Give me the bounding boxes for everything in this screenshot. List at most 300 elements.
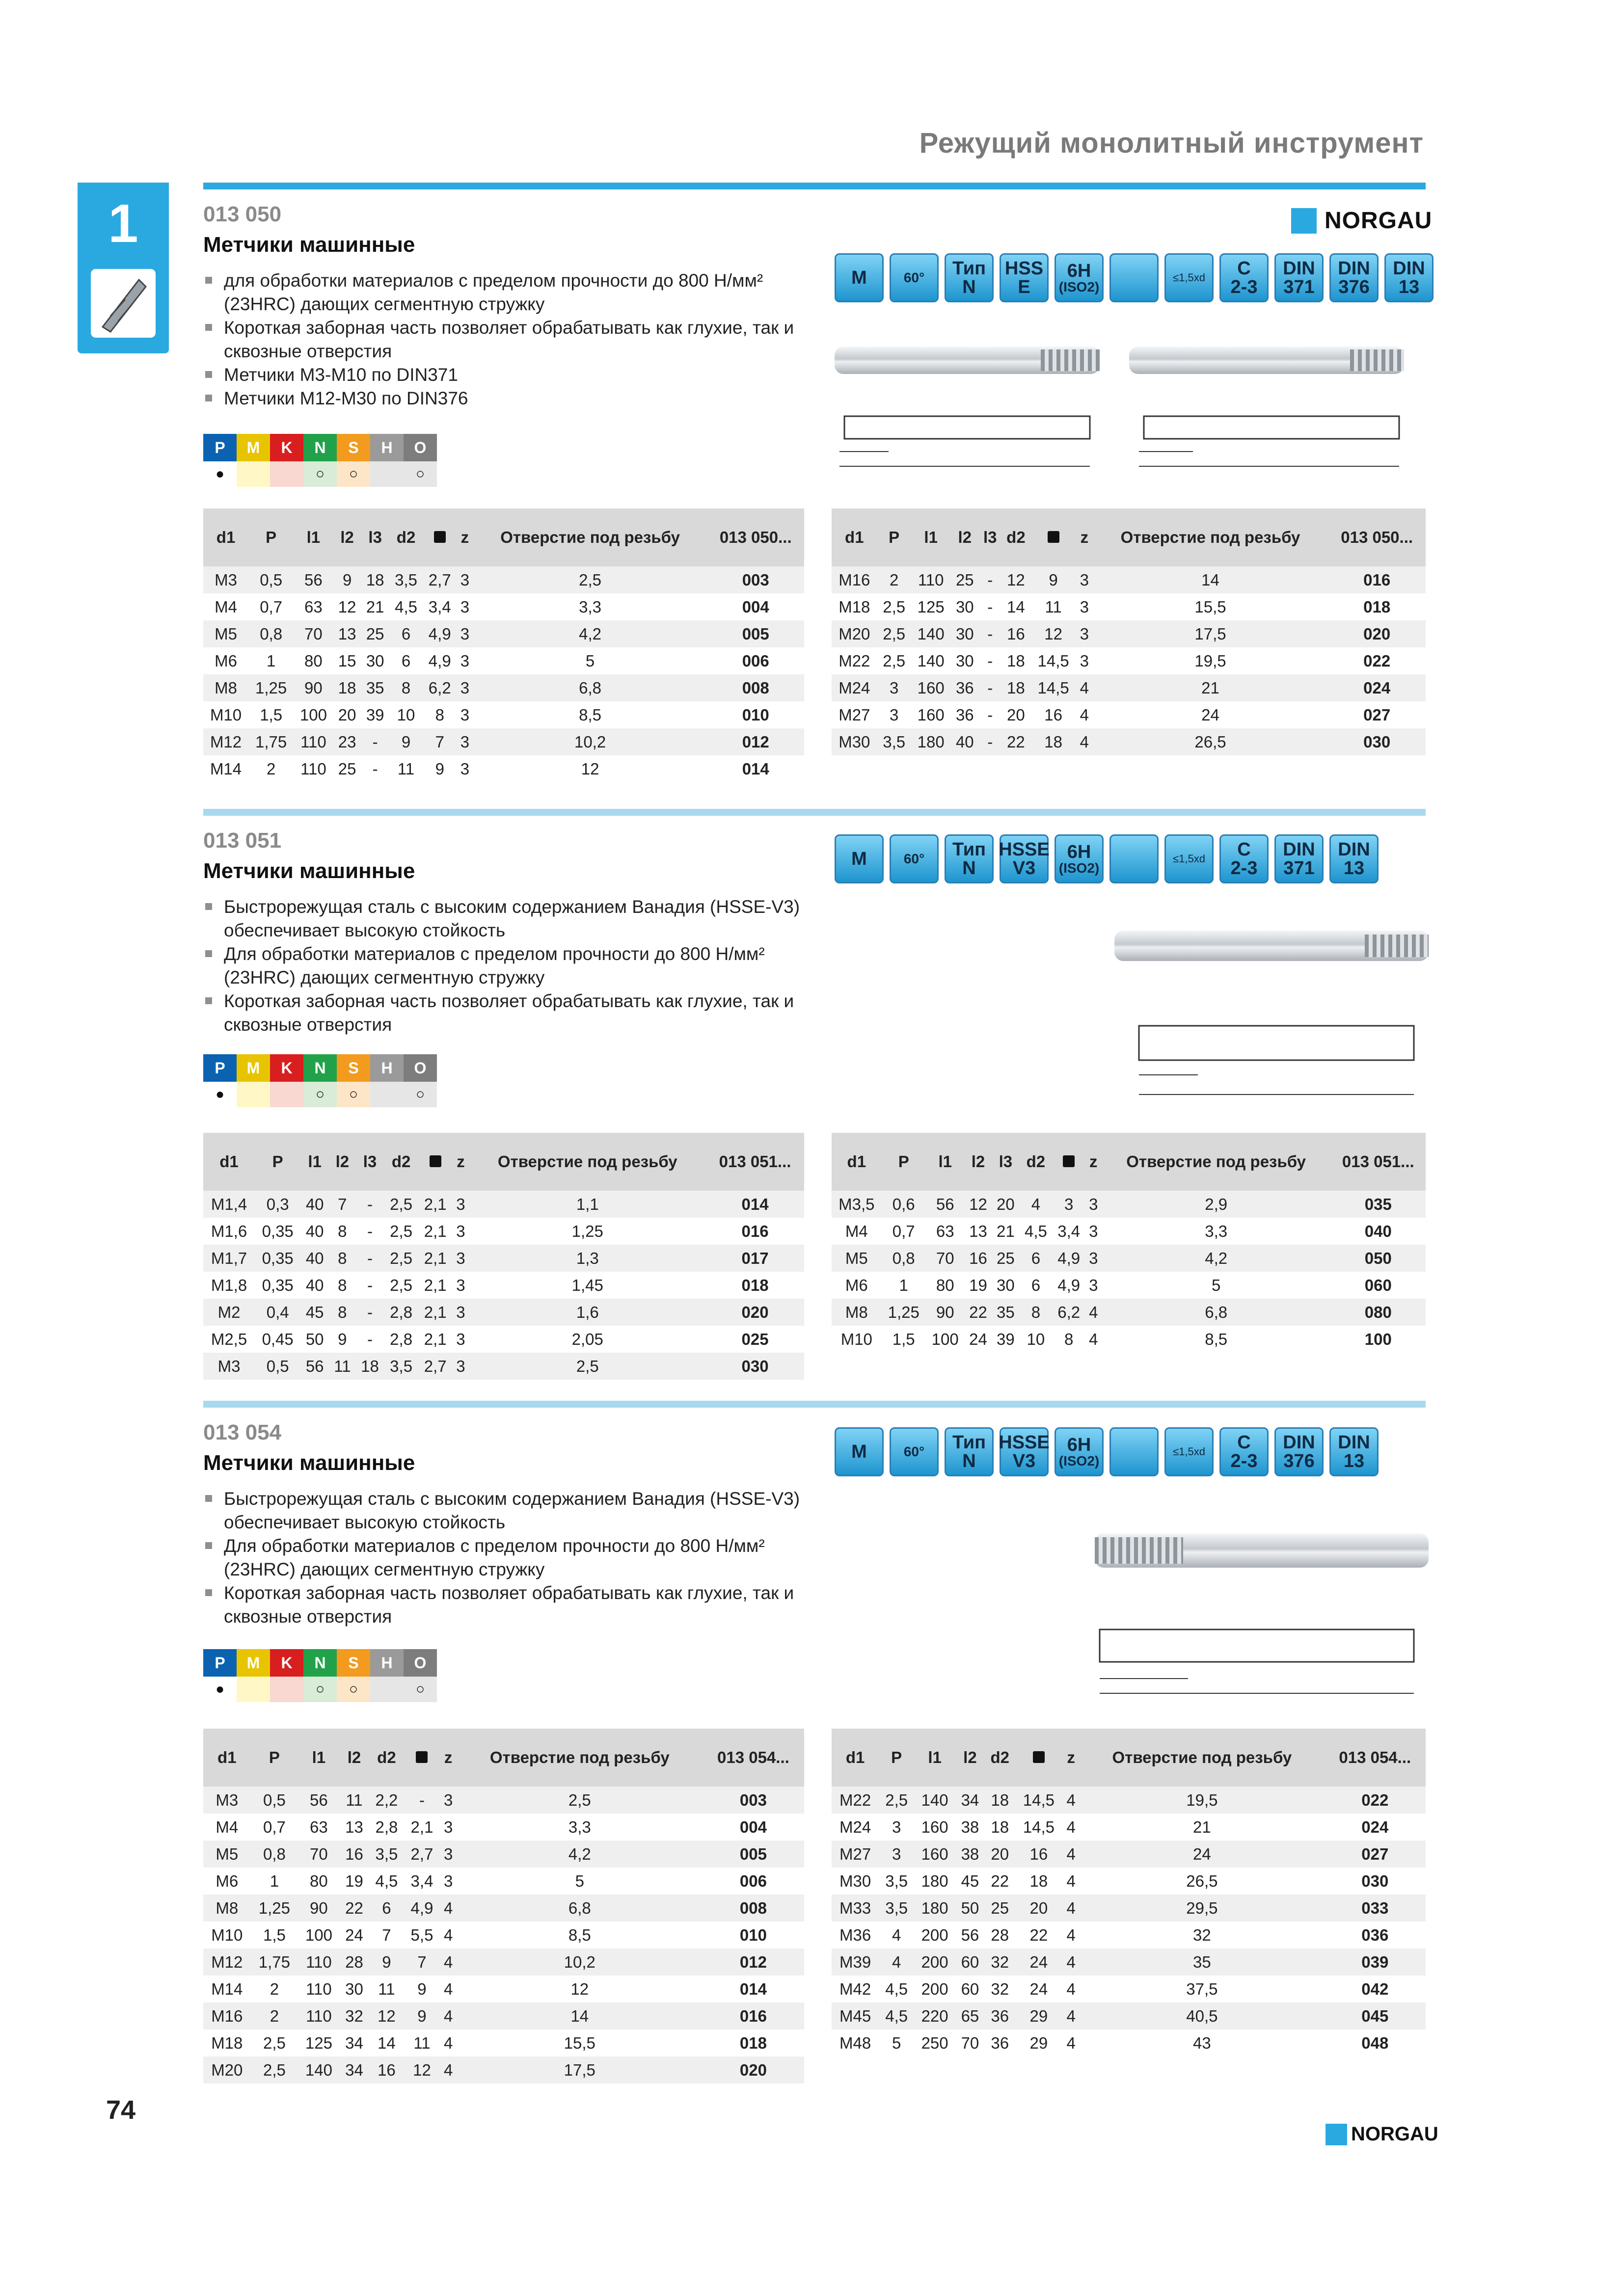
table-cell: M24 bbox=[839, 1817, 871, 1836]
table-cell: 110 bbox=[911, 566, 951, 593]
table-cell: 6 bbox=[389, 620, 423, 647]
table-cell: 80 bbox=[936, 1276, 954, 1294]
table-cell: M24 bbox=[832, 674, 877, 701]
table-cell: 1,1 bbox=[469, 1191, 706, 1218]
material-K: K bbox=[270, 434, 303, 461]
spec-icon bbox=[1274, 1427, 1324, 1476]
table-cell: 2,9 bbox=[1102, 1191, 1331, 1218]
table-cell: 1,25 bbox=[251, 1895, 298, 1922]
col-header-l1: l1 bbox=[300, 1133, 329, 1191]
table-cell: 25 bbox=[361, 620, 389, 647]
table-cell: M42 bbox=[839, 1979, 871, 1998]
table-cell: 21 bbox=[1193, 1817, 1211, 1836]
table-cell: 19 bbox=[345, 1871, 363, 1890]
table-row bbox=[203, 647, 804, 674]
table-cell: 3 bbox=[456, 1222, 465, 1240]
col-header-code: 013 050... bbox=[707, 508, 804, 566]
table-cell: M6 bbox=[845, 1276, 868, 1294]
col-header-hole: Отверстие под резьбу bbox=[1080, 1729, 1324, 1787]
table-cell: 3 bbox=[460, 759, 470, 778]
section-1-table-right bbox=[832, 508, 1426, 755]
table-cell: 40 bbox=[300, 1245, 329, 1272]
bullet: для обработки материалов с пределом прочности до 800 Н/мм² (23HRC) дающих сегментную стружку bbox=[203, 269, 817, 316]
section-rule bbox=[203, 1401, 1426, 1408]
table-cell: 3 bbox=[877, 674, 911, 701]
table-cell: 2,5 bbox=[883, 597, 906, 616]
table-cell: M30 bbox=[832, 728, 877, 755]
table-cell: 100 bbox=[299, 705, 327, 724]
spec-icon bbox=[1000, 253, 1049, 302]
article-code-cell: 025 bbox=[741, 1330, 769, 1348]
table-row bbox=[832, 701, 1426, 728]
table-cell: - bbox=[356, 1299, 384, 1326]
table-cell: 3 bbox=[1085, 1245, 1102, 1272]
table-cell: 10 bbox=[1027, 1330, 1045, 1348]
col-header-l2: l2 bbox=[329, 1133, 356, 1191]
table-cell: 12 bbox=[1001, 566, 1031, 593]
page-number: 74 bbox=[106, 2095, 136, 2125]
table-cell: 35 bbox=[992, 1299, 1019, 1326]
table-cell: M1,6 bbox=[211, 1222, 247, 1240]
table-cell: 70 bbox=[298, 1841, 339, 1868]
table-cell: M8 bbox=[832, 1299, 882, 1326]
spec-icon-sublabel: E bbox=[1018, 277, 1030, 297]
col-header-l2: l2 bbox=[951, 508, 979, 566]
table-cell: 140 bbox=[917, 651, 945, 670]
table-cell: 2,2 bbox=[369, 1787, 404, 1814]
table-cell: M4 bbox=[216, 1817, 239, 1836]
table-cell: 11 bbox=[329, 1353, 356, 1380]
article-code-cell: 020 bbox=[1328, 620, 1426, 647]
bullet: Метчики М12-М30 по DIN376 bbox=[203, 387, 817, 410]
square-shank-icon bbox=[418, 1133, 453, 1191]
table-cell: 2,1 bbox=[418, 1245, 453, 1272]
table-cell: 0,35 bbox=[255, 1245, 300, 1272]
table-cell: 3 bbox=[452, 1299, 469, 1326]
table-cell: 70 bbox=[926, 1245, 965, 1272]
table-row bbox=[203, 2056, 804, 2083]
table-cell: 220 bbox=[914, 2002, 955, 2029]
section-3-material-grid bbox=[203, 1649, 437, 1702]
spec-icon-label: M bbox=[851, 849, 867, 869]
table-cell: 24 bbox=[1029, 1979, 1048, 1998]
spec-icon-label: M bbox=[851, 267, 867, 288]
table-cell: 6 bbox=[1031, 1276, 1041, 1294]
table-cell: 38 bbox=[955, 1841, 985, 1868]
section-1-bullets bbox=[203, 269, 817, 410]
drill-icon bbox=[91, 269, 156, 338]
section-2-material-grid bbox=[203, 1054, 437, 1107]
table-row bbox=[203, 593, 804, 620]
article-code-cell: 020 bbox=[706, 1299, 804, 1326]
table-row bbox=[832, 2002, 1426, 2029]
table-cell: 8 bbox=[1019, 1299, 1052, 1326]
spec-icon-label: DIN bbox=[1283, 258, 1315, 279]
material-mark-S: ○ bbox=[337, 1082, 370, 1107]
table-cell: 22 bbox=[340, 1895, 369, 1922]
material-mark-H bbox=[370, 1677, 404, 1702]
square-shank-icon bbox=[1030, 508, 1076, 566]
table-cell: 3,4 bbox=[1057, 1222, 1081, 1240]
table-cell: 2,5 bbox=[879, 1787, 914, 1814]
table-cell: 3 bbox=[460, 705, 470, 724]
table-cell: 8 bbox=[338, 1222, 347, 1240]
col-header-d2: d2 bbox=[369, 1729, 404, 1787]
col-header-hole: Отверстие под резьбу bbox=[473, 508, 707, 566]
table-cell: 4 bbox=[1062, 1949, 1080, 1976]
table-cell: 110 bbox=[306, 1979, 332, 1998]
table-cell: 32 bbox=[991, 1979, 1009, 1998]
section-1-table-left bbox=[203, 508, 804, 782]
table-cell: 32 bbox=[340, 2002, 369, 2029]
table-cell: 3 bbox=[440, 1787, 457, 1814]
article-code-cell: 010 bbox=[742, 705, 769, 724]
material-mark-K bbox=[270, 1082, 303, 1107]
material-M: M bbox=[237, 1649, 270, 1677]
table-cell: 4 bbox=[1089, 1330, 1098, 1348]
table-cell: 1 bbox=[266, 651, 276, 670]
table-cell: 24 bbox=[1080, 1841, 1324, 1868]
table-row bbox=[832, 1814, 1426, 1841]
table-cell: 1,5 bbox=[892, 1330, 915, 1348]
article-code-cell: 039 bbox=[1325, 1949, 1426, 1976]
table-cell: 22 bbox=[1001, 728, 1031, 755]
table-cell: 1,6 bbox=[469, 1299, 706, 1326]
table-cell: 1,25 bbox=[248, 674, 294, 701]
table-cell: 15,5 bbox=[1194, 597, 1226, 616]
table-cell: 160 bbox=[911, 674, 951, 701]
table-cell: M3 bbox=[203, 1787, 251, 1814]
table-cell: 16 bbox=[1001, 620, 1031, 647]
table-cell: 30 bbox=[955, 597, 974, 616]
article-code-cell: 018 bbox=[1363, 597, 1391, 616]
spec-icon bbox=[835, 1427, 884, 1476]
table-cell: 34 bbox=[955, 1787, 985, 1814]
article-code-cell: 030 bbox=[1361, 1871, 1389, 1890]
table-cell: 2,5 bbox=[390, 1276, 413, 1294]
table-cell: 8 bbox=[435, 705, 444, 724]
article-code-cell: 005 bbox=[703, 1841, 804, 1868]
table-cell: M14 bbox=[210, 759, 242, 778]
col-header-l2: l2 bbox=[340, 1729, 369, 1787]
table-cell: M16 bbox=[203, 2002, 251, 2029]
spec-icon bbox=[835, 834, 884, 883]
table-cell: 30 bbox=[951, 620, 979, 647]
table-cell: 110 bbox=[298, 1949, 339, 1976]
col-header-l2: l2 bbox=[333, 508, 361, 566]
table-cell: 3 bbox=[457, 620, 473, 647]
section-2-table-left bbox=[203, 1133, 804, 1380]
col-header-hole: Отверстие под резьбу bbox=[1102, 1133, 1331, 1191]
table-cell: 4 bbox=[440, 2056, 457, 2083]
table-cell: 10,2 bbox=[457, 1949, 703, 1976]
table-cell: 12 bbox=[404, 2056, 439, 2083]
table-cell: 1,5 bbox=[260, 705, 283, 724]
table-cell: - bbox=[979, 566, 1001, 593]
table-cell: 2,5 bbox=[877, 620, 911, 647]
spec-icon-label: DIN bbox=[1283, 839, 1315, 860]
table-cell: M20 bbox=[203, 2056, 251, 2083]
table-cell: 17,5 bbox=[1093, 620, 1328, 647]
spec-icon bbox=[945, 253, 994, 302]
table-cell: 3 bbox=[1080, 597, 1089, 616]
table-cell: 3,5 bbox=[877, 728, 911, 755]
table-cell: 4,5 bbox=[885, 1979, 908, 1998]
table-cell: 2,5 bbox=[469, 1353, 706, 1380]
table-cell: 18 bbox=[1030, 728, 1076, 755]
table-cell: 29 bbox=[1029, 2033, 1048, 2052]
table-cell: 4 bbox=[1066, 1871, 1076, 1890]
table-cell: 14,5 bbox=[1015, 1787, 1062, 1814]
spec-icon bbox=[890, 834, 939, 883]
table-cell: 12 bbox=[338, 597, 356, 616]
table-cell: 4,5 bbox=[1024, 1222, 1047, 1240]
table-cell: 70 bbox=[294, 620, 333, 647]
table-row bbox=[203, 2002, 804, 2029]
table-cell: 4,2 bbox=[457, 1841, 703, 1868]
article-code-cell: 022 bbox=[1363, 651, 1391, 670]
spec-icon bbox=[945, 834, 994, 883]
material-mark-N: ○ bbox=[303, 1082, 337, 1107]
spec-icon bbox=[1109, 1427, 1159, 1476]
material-H: H bbox=[370, 1649, 404, 1677]
table-cell: 8 bbox=[1064, 1330, 1074, 1348]
tap-photo bbox=[1095, 1533, 1429, 1568]
col-header-code: 013 054... bbox=[703, 1729, 804, 1787]
chapter-number: 1 bbox=[108, 193, 138, 254]
col-header-d1: d1 bbox=[832, 508, 877, 566]
table-cell: 100 bbox=[931, 1330, 959, 1348]
spec-icon-label: DIN bbox=[1283, 1432, 1315, 1453]
table-cell: 0,8 bbox=[882, 1245, 926, 1272]
table-cell: M5 bbox=[832, 1245, 882, 1272]
table-cell: 3,5 bbox=[384, 1353, 418, 1380]
table-cell: 8 bbox=[338, 1276, 347, 1294]
material-mark-P: ● bbox=[203, 461, 237, 487]
table-cell: 3 bbox=[456, 1330, 465, 1348]
spec-icon bbox=[1000, 1427, 1049, 1476]
table-cell: 12 bbox=[965, 1191, 992, 1218]
table-cell: 60 bbox=[955, 1949, 985, 1976]
article-code-cell: 012 bbox=[703, 1949, 804, 1976]
table-cell: 35 bbox=[1080, 1949, 1324, 1976]
table-cell: 2,5 bbox=[384, 1191, 418, 1218]
table-cell: 18 bbox=[1001, 674, 1031, 701]
spec-icon-label: 60° bbox=[903, 270, 925, 285]
article-code-cell: 017 bbox=[706, 1245, 804, 1272]
table-cell: 1,75 bbox=[248, 728, 294, 755]
table-cell: 11 bbox=[378, 1979, 395, 1998]
bullet: Для обработки материалов с пределом прочности до 800 Н/мм² (23HRC) дающих сегментную стружку bbox=[203, 1534, 817, 1581]
material-S: S bbox=[337, 434, 370, 461]
col-header-z: z bbox=[1076, 508, 1093, 566]
table-cell: M36 bbox=[839, 1925, 871, 1944]
table-cell: M2,5 bbox=[211, 1330, 247, 1348]
table-cell: 0,7 bbox=[892, 1222, 915, 1240]
col-header-l1: l1 bbox=[294, 508, 333, 566]
table-cell: M10 bbox=[210, 705, 242, 724]
spec-icon-label: 6H bbox=[1067, 261, 1091, 281]
table-cell: 4 bbox=[443, 1979, 453, 1998]
table-cell: 2,5 bbox=[473, 566, 707, 593]
table-cell: 125 bbox=[917, 597, 945, 616]
table-cell: 24 bbox=[1201, 705, 1219, 724]
article-code-cell: 006 bbox=[739, 1871, 767, 1890]
table-cell: 3,3 bbox=[568, 1817, 591, 1836]
table-cell: 10,2 bbox=[473, 728, 707, 755]
table-cell: M3,5 bbox=[832, 1191, 882, 1218]
table-cell: 4 bbox=[440, 1895, 457, 1922]
material-mark-O: ○ bbox=[404, 1082, 437, 1107]
table-row bbox=[203, 1949, 804, 1976]
spec-icon-label: 6H bbox=[1067, 1435, 1091, 1455]
table-cell: 6,2 bbox=[1053, 1299, 1085, 1326]
spec-icon bbox=[1329, 1427, 1379, 1476]
table-cell: 3 bbox=[892, 1817, 901, 1836]
table-cell: - bbox=[367, 1222, 373, 1240]
section-1-code: 013 050 bbox=[203, 202, 282, 226]
table-cell: 4,9 bbox=[423, 620, 457, 647]
table-header-row bbox=[832, 508, 1426, 566]
table-cell: 32 bbox=[985, 1949, 1015, 1976]
table-cell: 11 bbox=[1045, 597, 1062, 616]
table-row bbox=[832, 1245, 1426, 1272]
table-cell: 14 bbox=[1007, 597, 1025, 616]
table-cell: M1,4 bbox=[203, 1191, 255, 1218]
table-cell: 24 bbox=[1015, 1949, 1062, 1976]
table-cell: - bbox=[979, 728, 1001, 755]
table-cell: 5 bbox=[585, 651, 595, 670]
section-1-title: Метчики машинные bbox=[203, 233, 415, 257]
table-row bbox=[203, 1787, 804, 1814]
table-cell: 0,3 bbox=[255, 1191, 300, 1218]
material-mark-H bbox=[370, 1082, 404, 1107]
table-cell: 4,9 bbox=[1053, 1245, 1085, 1272]
table-row bbox=[832, 620, 1426, 647]
table-cell: M4 bbox=[845, 1222, 868, 1240]
table-cell: 50 bbox=[955, 1895, 985, 1922]
col-header-d1: d1 bbox=[832, 1729, 879, 1787]
table-cell: M2 bbox=[203, 1299, 255, 1326]
table-row bbox=[203, 674, 804, 701]
table-cell: 26,5 bbox=[1186, 1871, 1218, 1890]
table-cell: 160 bbox=[914, 1841, 955, 1868]
table-cell: 6 bbox=[369, 1895, 404, 1922]
table-cell: 2,8 bbox=[375, 1817, 398, 1836]
section-3-bullets bbox=[203, 1487, 817, 1629]
article-code-cell: 036 bbox=[1361, 1925, 1389, 1944]
table-cell: 2,7 bbox=[423, 566, 457, 593]
col-header-l2: l2 bbox=[965, 1133, 992, 1191]
table-cell: 7 bbox=[382, 1925, 391, 1944]
spec-icon-label: DIN bbox=[1338, 1432, 1370, 1453]
section-2-icon-row bbox=[835, 834, 1379, 883]
col-header-d2: d2 bbox=[384, 1133, 418, 1191]
table-cell: 2,5 bbox=[390, 1222, 413, 1240]
table-cell: 50 bbox=[305, 1330, 324, 1348]
table-cell: 3 bbox=[457, 566, 473, 593]
article-code-cell: 024 bbox=[1328, 674, 1426, 701]
table-cell: 19,5 bbox=[1080, 1787, 1324, 1814]
table-cell: 4,2 bbox=[1102, 1245, 1331, 1272]
table-cell: 200 bbox=[921, 1925, 948, 1944]
table-cell: 1 bbox=[899, 1276, 908, 1294]
table-cell: 8,5 bbox=[1205, 1330, 1228, 1348]
table-cell: 16 bbox=[369, 2056, 404, 2083]
spec-icon bbox=[1055, 253, 1104, 302]
table-cell: - bbox=[367, 1330, 373, 1348]
table-cell: - bbox=[987, 597, 993, 616]
spec-icon-label: ≤1,5xd bbox=[1173, 1445, 1205, 1458]
spec-icon-sublabel: 13 bbox=[1343, 1451, 1365, 1471]
table-cell: 2,8 bbox=[384, 1299, 418, 1326]
spec-icon bbox=[1055, 1427, 1104, 1476]
spec-icon-sublabel: (ISO2) bbox=[1058, 860, 1100, 876]
table-cell: 8,5 bbox=[579, 705, 602, 724]
table-row bbox=[203, 1976, 804, 2002]
spec-icon-sublabel: (ISO2) bbox=[1058, 1453, 1100, 1468]
table-cell: 2,7 bbox=[418, 1353, 453, 1380]
table-cell: 0,5 bbox=[251, 1787, 298, 1814]
col-header-d2: d2 bbox=[1019, 1133, 1052, 1191]
col-header-P: P bbox=[255, 1133, 300, 1191]
table-row bbox=[203, 620, 804, 647]
table-row bbox=[203, 728, 804, 755]
section-3-title: Метчики машинные bbox=[203, 1451, 415, 1475]
table-cell: 14,5 bbox=[1037, 651, 1069, 670]
table-cell: 3 bbox=[452, 1245, 469, 1272]
table-cell: 63 bbox=[310, 1817, 328, 1836]
table-row bbox=[832, 647, 1426, 674]
table-cell: 180 bbox=[914, 1895, 955, 1922]
square-shank-icon bbox=[1015, 1729, 1062, 1787]
table-cell: 38 bbox=[961, 1817, 979, 1836]
table-cell: 9 bbox=[333, 566, 361, 593]
table-cell: 4,5 bbox=[879, 2002, 914, 2029]
table-cell: 70 bbox=[961, 2033, 979, 2052]
table-cell: 4 bbox=[1066, 1925, 1076, 1944]
table-cell: 40 bbox=[305, 1276, 324, 1294]
table-row bbox=[832, 1868, 1426, 1895]
table-cell: 20 bbox=[985, 1841, 1015, 1868]
table-cell: 4 bbox=[1062, 2002, 1080, 2029]
table-cell: 18 bbox=[985, 1787, 1015, 1814]
table-cell: 65 bbox=[955, 2002, 985, 2029]
col-header-l3: l3 bbox=[979, 508, 1001, 566]
table-cell: 4 bbox=[892, 1925, 901, 1944]
material-mark-S: ○ bbox=[337, 1677, 370, 1702]
spec-icon-sublabel: 2-3 bbox=[1230, 1451, 1258, 1471]
spec-icon bbox=[1329, 834, 1379, 883]
spec-icon-label: Тип bbox=[952, 1432, 986, 1453]
table-cell: 90 bbox=[298, 1895, 339, 1922]
material-S: S bbox=[337, 1649, 370, 1677]
table-cell: 2,1 bbox=[418, 1299, 453, 1326]
table-cell: 8 bbox=[329, 1245, 356, 1272]
table-cell: M45 bbox=[832, 2002, 879, 2029]
col-header-d2: d2 bbox=[1001, 508, 1031, 566]
table-row bbox=[832, 1272, 1426, 1299]
spec-icon bbox=[1164, 1427, 1214, 1476]
table-cell: M5 bbox=[203, 620, 248, 647]
spec-icon-label: Тип bbox=[952, 258, 986, 279]
table-cell: 9 bbox=[404, 2002, 439, 2029]
table-cell: 200 bbox=[921, 1979, 948, 1998]
table-cell: 19 bbox=[969, 1276, 987, 1294]
table-cell: 180 bbox=[921, 1871, 948, 1890]
table-cell: 100 bbox=[305, 1925, 332, 1944]
article-code-cell: 016 bbox=[1328, 566, 1426, 593]
